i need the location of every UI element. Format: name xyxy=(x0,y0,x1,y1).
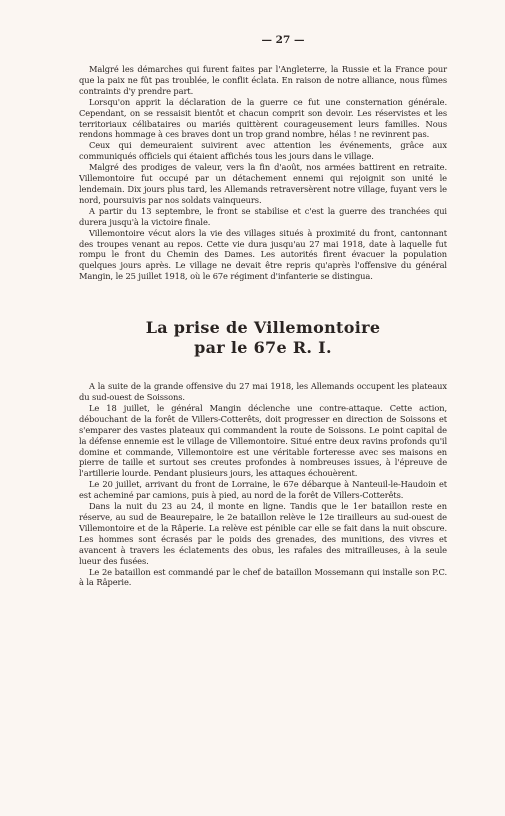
paragraph: Lorsqu'on apprit la déclaration de la guerre ce fut une consternation générale. Cependant, on se ressaisit bientôt et chacun comprit son devoir. Les réservistes et les territoriaux célibataires ou mariés quittèrent courageusement leurs familles. Nous rendons hommage à ces braves dont un trop grand nombre, hélas ! ne revinrent pas. xyxy=(79,96,447,140)
paragraph: A partir du 13 septembre, le front se stabilise et c'est la guerre des tranchées qui durera jusqu'à la victoire finale. xyxy=(79,205,447,227)
intro-section xyxy=(79,64,447,282)
paragraph: Ceux qui demeuraient suivirent avec attention les événements, grâce aux communiqués officiels qui étaient affichés tous les jours dans le village. xyxy=(79,140,447,162)
paragraph: Le 18 juillet, le général Mangin déclenche une contre-attaque. Cette action, débouchant de la forêt de Villers-Cotterêts, doit progresser en direction de Soissons et s'emparer des vastes plateaux qui commandent la route de Soissons. Le point capital de la défense ennemie est le village de Villemontoire. Situé entre deux ravins profonds qu'il domine et commande, Villemontoire est une véritable forteresse avec ses maisons en pierre de taille et surtout ses creutes profondes à nombreuses issues, à l'épreuve de l'artillerie lourde. Pendant plusieurs jours, les attaques échouèrent. xyxy=(79,402,447,479)
paragraph: Malgré les démarches qui furent faites par l'Angleterre, la Russie et la France pour que la paix ne fût pas troublée, le conflit éclata. En raison de notre alliance, nous fûmes contraints d'y prendre part. xyxy=(79,64,447,96)
battle-section xyxy=(79,381,447,588)
heading-line-1: La prise de Villemontoire xyxy=(145,318,381,338)
paragraph: Villemontoire vécut alors la vie des villages situés à proximité du front, cantonnant des troupes venant au repos. Cette vie dura jusqu'au 27 mai 1918, date à laquelle fut rompu le front du Chemin des Dames. Les autorités firent évacuer la population quelques jours après. Le village ne devait être repris qu'après l'offensive du général Mangin, le 25 juillet 1918, où le 67e régiment d'infanterie se distingua. xyxy=(79,227,447,282)
paragraph: Le 2e bataillon est commandé par le chef de bataillon Mossemann qui installe son P.C. à la Râperie. xyxy=(79,566,447,588)
page-number: — 27 — xyxy=(261,34,305,46)
paragraph: Le 20 juillet, arrivant du front de Lorraine, le 67e débarque à Nanteuil-le-Haudoin et est acheminé par camions, puis à pied, au nord de la forêt de Villers-Cotterêts. xyxy=(79,479,447,501)
heading-line-2: par le 67e R. I. xyxy=(194,337,332,357)
section-heading xyxy=(79,318,447,357)
paragraph: A la suite de la grande offensive du 27 mai 1918, les Allemands occupent les plateaux du sud-ouest de Soissons. xyxy=(79,381,447,403)
paragraph: Dans la nuit du 23 au 24, il monte en ligne. Tandis que le 1er bataillon reste en réserve, au sud de Beaurepaire, le 2e bataillon relève le 12e tirailleurs au sud-ouest de Villemontoire et de la Râperie. La relève est pénible car elle se fait dans la nuit obscure. Les hommes sont écrasés par le poids des grenades, des munitions, des vivres et avancent à travers les éclatements des obus, les rafales des mitrailleuses, à la seule lueur des fusées. xyxy=(79,501,447,566)
paragraph: Malgré des prodiges de valeur, vers la fin d'août, nos armées battirent en retraite. Villemontoire fut occupé par un détachement ennemi qui rejoignit son unité le lendemain. Dix jours plus tard, les Allemands retraversèrent notre village, fuyant vers le nord, poursuivis par nos soldats vainqueurs. xyxy=(79,162,447,205)
